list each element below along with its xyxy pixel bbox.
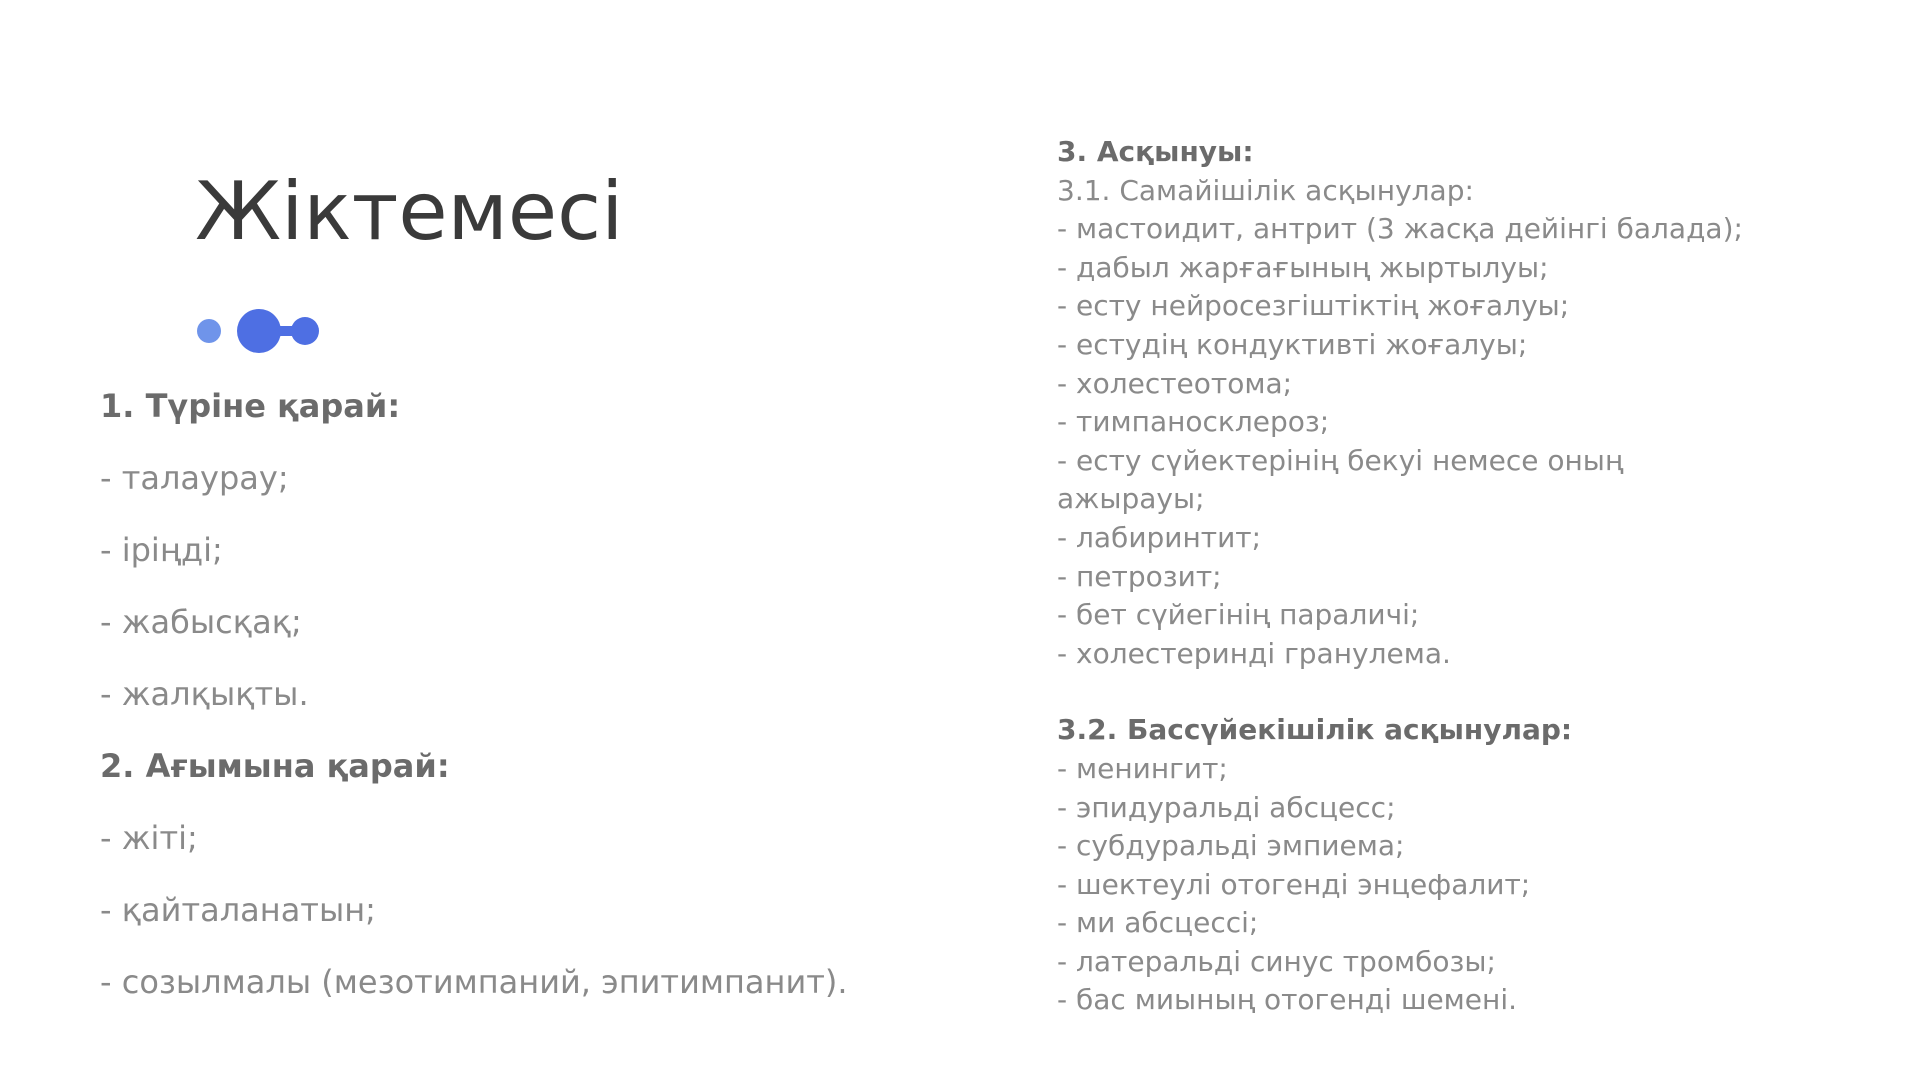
section-heading-type: 1. Түріне қарай: bbox=[100, 387, 401, 425]
list-item: - менингит; bbox=[1057, 751, 1228, 785]
section-heading-complications: 3. Асқынуы: bbox=[1057, 135, 1254, 168]
list-item: - дабыл жарғағының жыртылуы; bbox=[1057, 250, 1549, 284]
subsection-heading-intracranial: 3.2. Бассүйекішілік асқынулар: bbox=[1057, 713, 1573, 747]
list-item: - эпидуральді абсцесс; bbox=[1057, 790, 1396, 824]
list-item: - холестеринді гранулема. bbox=[1057, 636, 1451, 670]
right-column bbox=[1057, 133, 1877, 1020]
list-item: - петрозит; bbox=[1057, 559, 1222, 593]
list-item: - талаурау; bbox=[100, 459, 289, 497]
list-item: - лабиринтит; bbox=[1057, 520, 1262, 554]
list-item: - шектеулі отогенді энцефалит; bbox=[1057, 867, 1531, 901]
list-item: - созылмалы (мезотимпаний, эпитимпанит). bbox=[100, 963, 848, 1001]
subsection-heading-intratemporal: 3.1. Самайішілік асқынулар: bbox=[1057, 173, 1474, 207]
list-item: - қайталанатын; bbox=[100, 891, 376, 929]
list-item: - ми абсцессі; bbox=[1057, 906, 1259, 940]
list-item: - жіті; bbox=[100, 819, 198, 857]
list-item: - бас миының отогенді шемені. bbox=[1057, 983, 1518, 1017]
list-item: - есту сүйектерінің бекуі немесе оның ажырауы; bbox=[1057, 443, 1624, 516]
section-heading-course: 2. Ағымына қарай: bbox=[100, 747, 450, 785]
list-item: - мастоидит, антрит (3 жасқа дейінгі балада); bbox=[1057, 212, 1743, 246]
left-column bbox=[100, 384, 980, 1032]
list-item: - субдуральді эмпиема; bbox=[1057, 829, 1405, 863]
list-item: - естудің кондуктивті жоғалуы; bbox=[1057, 327, 1528, 361]
list-item: - бет сүйегінің параличі; bbox=[1057, 598, 1420, 632]
list-item: - тимпаносклероз; bbox=[1057, 405, 1330, 439]
spacer bbox=[1057, 673, 1877, 711]
list-item: - іріңді; bbox=[100, 531, 223, 569]
list-item: - жабысқақ; bbox=[100, 603, 302, 641]
list-item: - есту нейросезгіштіктің жоғалуы; bbox=[1057, 289, 1570, 323]
decorative-dots-icon bbox=[193, 306, 325, 356]
list-item: - латеральді синус тромбозы; bbox=[1057, 944, 1496, 978]
slide-title: Жіктемесі bbox=[195, 165, 624, 258]
list-item: - холестеотома; bbox=[1057, 366, 1293, 400]
list-item: - жалқықты. bbox=[100, 675, 309, 713]
